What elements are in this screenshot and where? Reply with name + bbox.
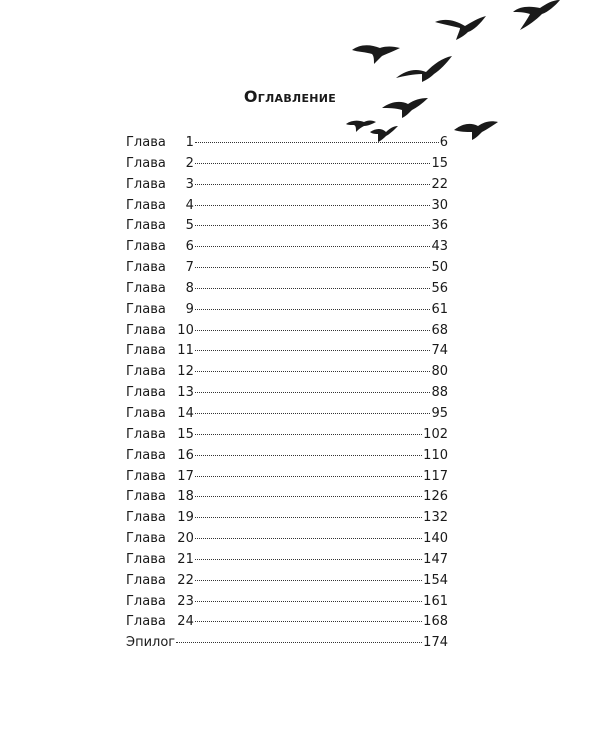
toc-entry-label: Глава xyxy=(126,385,166,401)
toc-entry-number: 3 xyxy=(185,176,194,192)
toc-entry-number: 7 xyxy=(185,260,194,276)
toc-entry-number: 16 xyxy=(177,447,194,463)
toc-entry-page: 22 xyxy=(431,176,448,192)
toc-entry-page: 102 xyxy=(423,426,448,442)
toc-entry-page: 174 xyxy=(423,635,448,651)
toc-entry-label: Глава xyxy=(126,447,166,463)
toc-entry-label: Глава xyxy=(126,510,166,526)
dot-leader xyxy=(195,496,422,497)
toc-entry xyxy=(126,552,448,573)
toc-entry-number: 24 xyxy=(177,614,194,630)
toc-entry xyxy=(126,448,448,469)
toc-entry-page: 6 xyxy=(439,135,448,150)
toc-entry-page: 147 xyxy=(423,551,448,567)
dot-leader xyxy=(195,267,431,268)
toc-entry xyxy=(126,343,448,364)
toc-entry-label: Эпилог xyxy=(126,635,176,651)
toc-entry-number: 15 xyxy=(177,426,194,442)
toc-entry-page: 50 xyxy=(431,260,448,276)
toc-entry-page: 74 xyxy=(431,343,448,359)
toc-entry-page: 36 xyxy=(431,218,448,234)
toc-entry-number: 1 xyxy=(185,135,194,150)
toc-entry-number: 10 xyxy=(177,322,194,338)
dot-leader xyxy=(195,538,422,539)
toc-entry-page: 95 xyxy=(431,405,448,421)
toc-entry-label: Глава xyxy=(126,593,166,609)
dot-leader xyxy=(195,205,431,206)
toc-entry-number: 8 xyxy=(185,280,194,296)
dot-leader xyxy=(176,642,422,643)
toc-entry xyxy=(126,239,448,260)
toc-entry-label: Глава xyxy=(126,176,166,192)
toc-entry xyxy=(126,364,448,385)
toc-entry-label: Глава xyxy=(126,364,166,380)
toc-entry-number: 12 xyxy=(177,364,194,380)
toc-entry-number: 21 xyxy=(177,551,194,567)
dot-leader xyxy=(195,288,431,289)
toc-entry-label: Глава xyxy=(126,218,166,234)
toc-entry-number: 4 xyxy=(185,197,194,213)
toc-entry-number: 5 xyxy=(185,218,194,234)
toc-entry-number: 20 xyxy=(177,531,194,547)
toc-entry-label: Глава xyxy=(126,343,166,359)
dot-leader xyxy=(195,184,431,185)
toc-entry-label: Глава xyxy=(126,301,166,317)
toc-entry-page: 132 xyxy=(423,510,448,526)
dot-leader xyxy=(195,330,431,331)
dot-leader xyxy=(195,621,422,622)
toc-entry xyxy=(126,635,448,656)
dot-leader xyxy=(195,434,422,435)
toc-entry-label: Глава xyxy=(126,572,166,588)
dot-leader xyxy=(195,580,422,581)
toc-entry xyxy=(126,469,448,490)
toc-entry xyxy=(126,198,448,219)
toc-entry-number: 9 xyxy=(185,301,194,317)
toc-entry-page: 43 xyxy=(431,239,448,255)
toc-entry-label: Глава xyxy=(126,531,166,547)
dot-leader xyxy=(195,601,422,602)
toc-entry xyxy=(126,323,448,344)
toc-entry-page: 161 xyxy=(423,593,448,609)
toc-entry xyxy=(126,531,448,552)
toc-entry-label: Глава xyxy=(126,260,166,276)
toc-entry-page: 30 xyxy=(431,197,448,213)
toc-entry-label: Глава xyxy=(126,155,166,171)
toc-entry xyxy=(126,260,448,281)
dot-leader xyxy=(195,309,431,310)
dot-leader xyxy=(195,163,431,164)
dot-leader xyxy=(195,559,422,560)
toc-entry-page: 117 xyxy=(423,468,448,484)
dot-leader xyxy=(195,225,431,226)
toc-entry-label: Глава xyxy=(126,322,166,338)
toc-entry-label: Глава xyxy=(126,614,166,630)
toc-entry xyxy=(126,489,448,510)
dot-leader xyxy=(195,476,422,477)
toc-entry xyxy=(126,218,448,239)
toc-entry-page: 154 xyxy=(423,572,448,588)
toc-entry-page: 110 xyxy=(423,447,448,463)
table-of-contents xyxy=(126,135,448,656)
toc-entry xyxy=(126,614,448,635)
toc-entry-number: 19 xyxy=(177,510,194,526)
dot-leader xyxy=(195,350,431,351)
toc-entry-number: 23 xyxy=(177,593,194,609)
toc-entry-label: Глава xyxy=(126,551,166,567)
dot-leader xyxy=(195,517,422,518)
toc-entry-page: 56 xyxy=(431,280,448,296)
dot-leader xyxy=(195,142,439,143)
dot-leader xyxy=(195,371,431,372)
toc-entry xyxy=(126,177,448,198)
toc-entry xyxy=(126,427,448,448)
toc-entry-number: 2 xyxy=(185,155,194,171)
dot-leader xyxy=(195,246,431,247)
toc-entry-page: 140 xyxy=(423,531,448,547)
toc-entry-label: Глава xyxy=(126,489,166,505)
toc-entry xyxy=(126,594,448,615)
toc-entry-label: Глава xyxy=(126,405,166,421)
toc-entry-number: 11 xyxy=(177,343,194,359)
flying-birds-icon xyxy=(330,0,600,150)
toc-entry-page: 15 xyxy=(431,155,448,171)
toc-entry-number: 6 xyxy=(185,239,194,255)
toc-entry xyxy=(126,573,448,594)
toc-entry-label: Глава xyxy=(126,197,166,213)
toc-entry-label: Глава xyxy=(126,239,166,255)
dot-leader xyxy=(195,413,431,414)
toc-entry-page: 80 xyxy=(431,364,448,380)
toc-entry-page: 126 xyxy=(423,489,448,505)
toc-entry xyxy=(126,156,448,177)
toc-entry-label: Глава xyxy=(126,280,166,296)
toc-entry xyxy=(126,281,448,302)
toc-entry-number: 17 xyxy=(177,468,194,484)
toc-entry-label: Глава xyxy=(126,135,166,150)
toc-entry xyxy=(126,406,448,427)
dot-leader xyxy=(195,455,422,456)
toc-entry xyxy=(126,135,448,156)
toc-entry-page: 61 xyxy=(431,301,448,317)
toc-entry-page: 68 xyxy=(431,322,448,338)
toc-entry-page: 88 xyxy=(431,385,448,401)
toc-entry xyxy=(126,385,448,406)
toc-entry-number: 13 xyxy=(177,385,194,401)
toc-entry-page: 168 xyxy=(423,614,448,630)
toc-title: Оглавление xyxy=(243,87,337,106)
toc-entry-number: 22 xyxy=(177,572,194,588)
toc-entry xyxy=(126,510,448,531)
toc-entry-label: Глава xyxy=(126,426,166,442)
toc-entry xyxy=(126,302,448,323)
dot-leader xyxy=(195,392,431,393)
toc-entry-label: Глава xyxy=(126,468,166,484)
toc-entry-number: 14 xyxy=(177,405,194,421)
toc-entry-number: 18 xyxy=(177,489,194,505)
